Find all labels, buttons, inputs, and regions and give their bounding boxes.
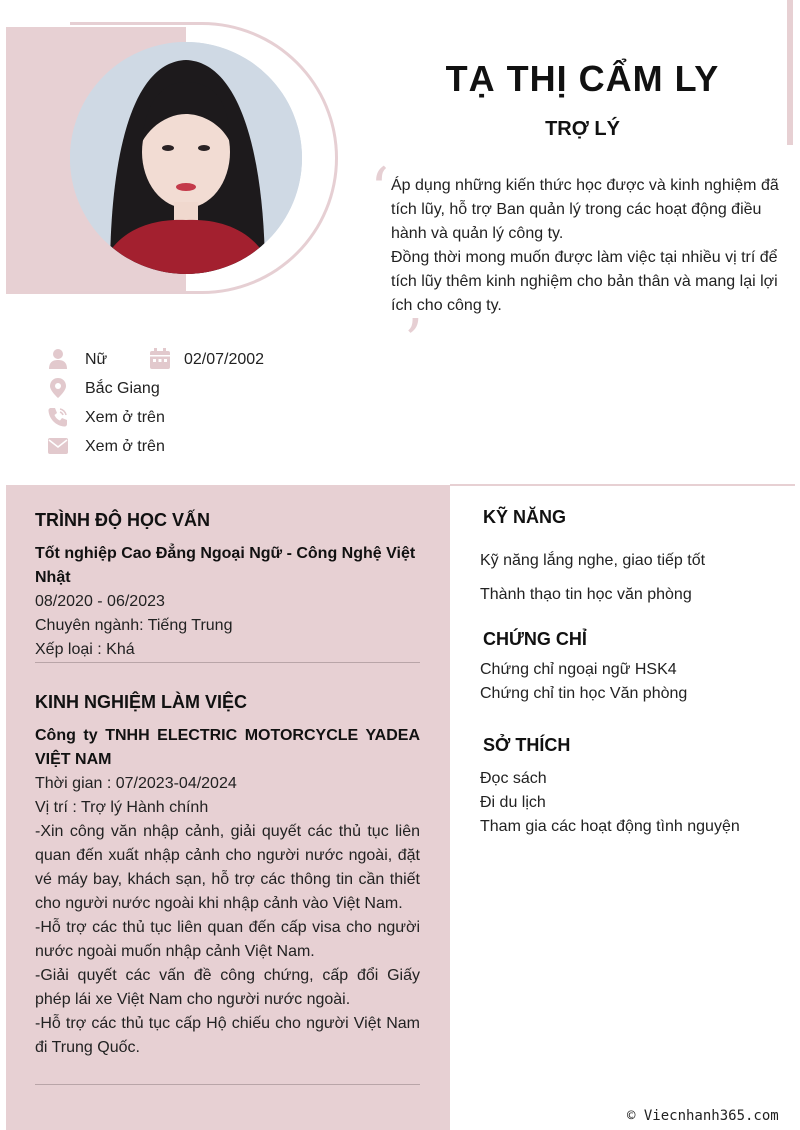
duty-item: -Giải quyết các vấn đề công chứng, cấp đổi Giấy phép lái xe Việt Nam cho người nước ngoài. <box>35 967 420 1008</box>
experience-time: Thời gian : 07/2023-04/2024 <box>35 775 237 792</box>
footer-credit: © Viecnhanh365.com <box>627 1108 779 1124</box>
experience-position: Vị trí : Trợ lý Hành chính <box>35 799 209 816</box>
education-major: Chuyên ngành: Tiếng Trung <box>35 617 233 634</box>
quote-open-icon: ‘ <box>370 155 390 225</box>
career-objective <box>391 174 789 318</box>
envelope-icon <box>47 435 69 457</box>
quote-close-icon: ’ <box>404 307 424 377</box>
certificate-item: Chứng chỉ tin học Văn phòng <box>480 685 688 702</box>
duty-item: -Hỗ trợ các thủ tục cấp Hộ chiếu cho người Việt Nam đi Trung Quốc. <box>35 1015 420 1056</box>
skill-item: Thành thạo tin học văn phòng <box>480 586 692 603</box>
divider <box>450 484 795 486</box>
certificate-item: Chứng chỉ ngoại ngữ HSK4 <box>480 661 677 678</box>
divider <box>35 662 420 663</box>
location-value: Bắc Giang <box>85 380 160 397</box>
education-grade: Xếp loại : Khá <box>35 641 135 658</box>
skill-item: Kỹ năng lắng nghe, giao tiếp tốt <box>480 552 706 569</box>
gender-value: Nữ <box>85 351 108 368</box>
candidate-name: TẠ THỊ CẨM LY <box>445 58 720 99</box>
experience-company: Công ty TNHH ELECTRIC MOTORCYCLE YADEA VIỆT NAM <box>35 727 420 768</box>
email-value: Xem ở trên <box>85 438 165 455</box>
phone-value: Xem ở trên <box>85 409 165 426</box>
phone-icon <box>47 406 69 428</box>
hobby-item: Tham gia các hoạt động tình nguyện <box>480 818 740 835</box>
experience-heading: KINH NGHIỆM LÀM VIỆC <box>35 692 248 712</box>
job-title: TRỢ LÝ <box>545 118 620 140</box>
birthdate-value: 02/07/2002 <box>184 351 265 368</box>
experience-duties <box>35 820 420 1060</box>
objective-text: Đồng thời mong muốn được làm việc tại nhiều vị trí để tích lũy thêm kinh nghiệm cho bản thân và mang lại lợi ích cho công ty. <box>391 249 778 314</box>
decor-right-bar <box>787 0 793 145</box>
education-period: 08/2020 - 06/2023 <box>35 593 165 610</box>
user-icon <box>47 348 69 370</box>
profile-photo <box>70 42 302 274</box>
certificates-heading: CHỨNG CHỈ <box>483 629 587 649</box>
education-school: Tốt nghiệp Cao Đẳng Ngoại Ngữ - Công Nghệ Việt Nhật <box>35 545 416 586</box>
location-pin-icon <box>47 377 69 399</box>
hobby-item: Đọc sách <box>480 770 547 787</box>
portrait-image <box>70 42 302 274</box>
hobby-item: Đi du lịch <box>480 794 546 811</box>
divider <box>35 1084 420 1085</box>
duty-item: -Xin công văn nhập cảnh, giải quyết các thủ tục liên quan đến xuất nhập cảnh cho người nước ngoài, đặt vé máy bay, khách sạn, hỗ trợ các thông tin cần thiết cho người nước ngoài khi nhập cảnh vào Việt Nam. <box>35 823 420 912</box>
calendar-icon <box>149 348 171 370</box>
skills-heading: KỸ NĂNG <box>483 507 567 527</box>
duty-item: -Hỗ trợ các thủ tục liên quan đến cấp visa cho người nước ngoài muốn nhập cảnh Việt Nam. <box>35 919 420 960</box>
hobbies-heading: SỞ THÍCH <box>483 735 571 755</box>
objective-text: Áp dụng những kiến thức học được và kinh nghiệm đã tích lũy, hỗ trợ Ban quản lý trong các hoạt động điều hành và quản lý công ty. <box>391 177 779 242</box>
education-heading: TRÌNH ĐỘ HỌC VẤN <box>35 510 210 530</box>
